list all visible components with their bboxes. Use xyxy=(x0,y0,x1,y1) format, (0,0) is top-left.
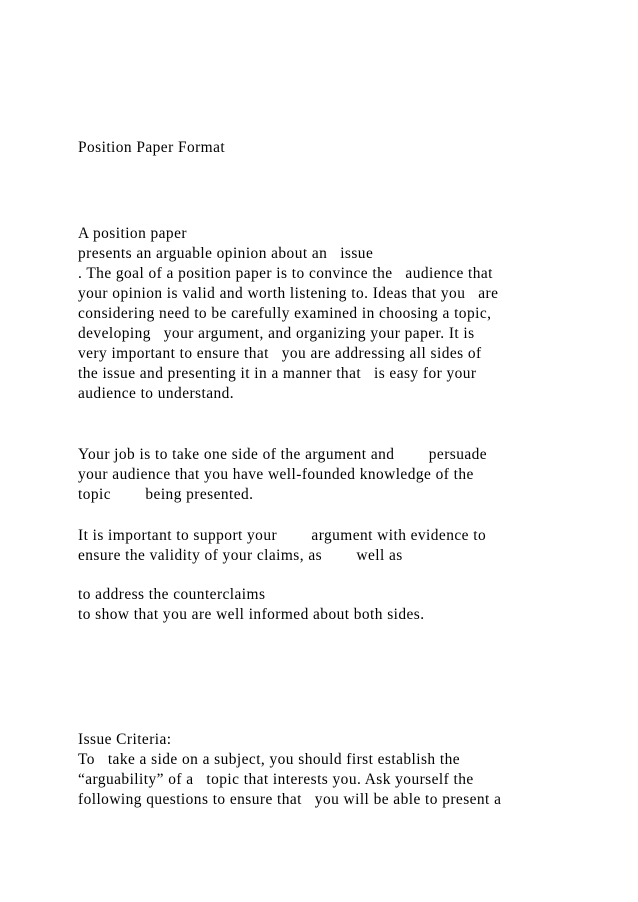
criteria-line: “arguability” of a topic that interests you. Ask yourself the xyxy=(78,771,474,788)
support-line: It is important to support your argument with evidence to xyxy=(78,527,487,544)
intro-line: audience to understand. xyxy=(78,385,235,402)
job-line: topic being presented. xyxy=(78,486,254,503)
intro-line: A position paper xyxy=(78,225,187,242)
intro-line: your opinion is valid and worth listening to. Ideas that you are xyxy=(78,285,499,302)
intro-line: the issue and presenting it in a manner that is easy for your xyxy=(78,365,477,382)
counter-line: to show that you are well informed about both sides. xyxy=(78,606,425,623)
intro-line: developing your argument, and organizing your paper. It is xyxy=(78,325,475,342)
criteria-line: To take a side on a subject, you should first establish the xyxy=(78,751,460,768)
intro-line: . The goal of a position paper is to convince the audience that xyxy=(78,265,493,282)
intro-line: presents an arguable opinion about an issue xyxy=(78,245,374,262)
counter-line: to address the counterclaims xyxy=(78,586,266,603)
job-line: your audience that you have well-founded knowledge of the xyxy=(78,466,474,483)
criteria-line: following questions to ensure that you will be able to present a xyxy=(78,791,502,808)
criteria-heading: Issue Criteria: xyxy=(78,731,172,748)
job-line: Your job is to take one side of the argument and persuade xyxy=(78,446,488,463)
intro-line: considering need to be carefully examined in choosing a topic, xyxy=(78,305,492,322)
document-title: Position Paper Format xyxy=(78,139,226,156)
support-line: ensure the validity of your claims, as well as xyxy=(78,547,403,564)
intro-line: very important to ensure that you are addressing all sides of xyxy=(78,345,482,362)
